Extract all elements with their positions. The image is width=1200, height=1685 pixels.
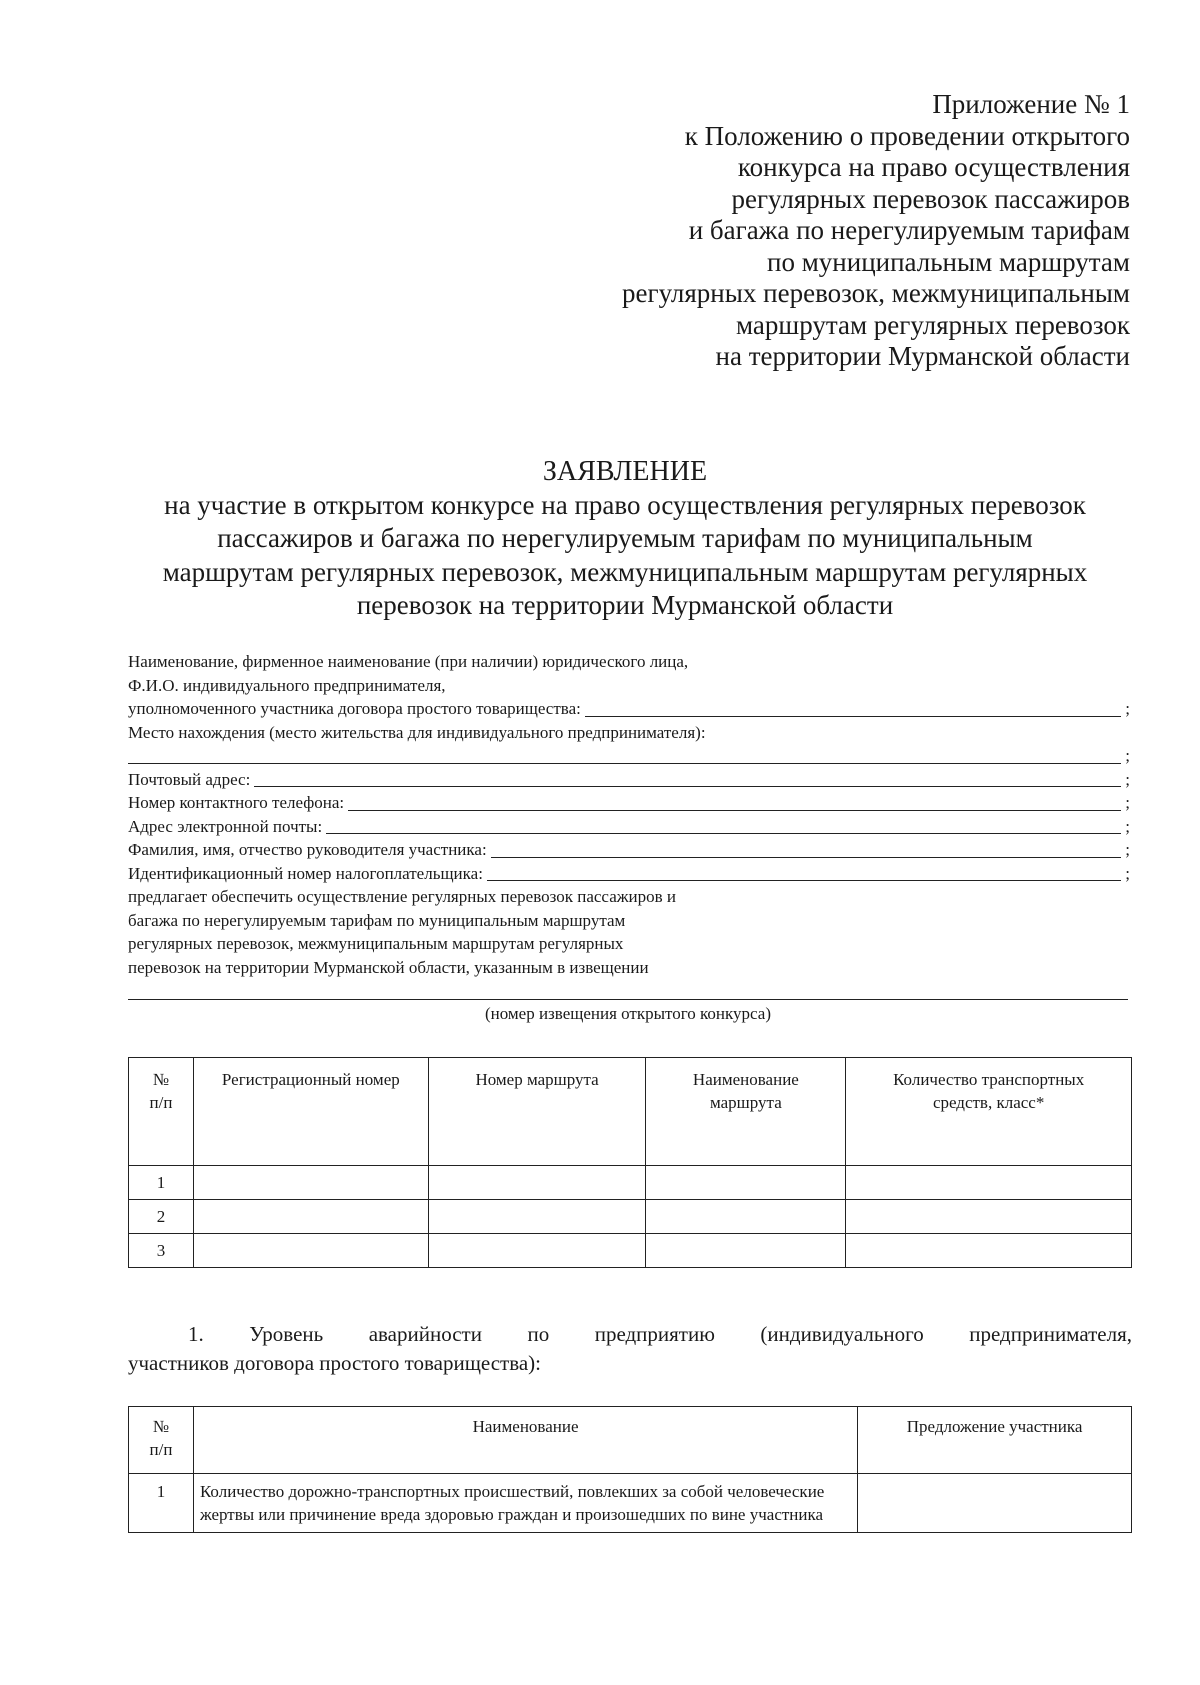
col-header-name: Наименование	[193, 1407, 857, 1474]
applicant-fields	[128, 650, 1130, 979]
cell-route-name[interactable]	[646, 1200, 846, 1234]
head-field[interactable]	[128, 838, 1130, 862]
phone-label: Номер контактного телефона:	[128, 793, 345, 812]
cell-reg-number[interactable]	[193, 1200, 428, 1234]
routes-table	[128, 1057, 1132, 1268]
col-header-vehicles: Количество транспортных средств, класс*	[846, 1058, 1132, 1166]
table-header-row	[129, 1407, 1132, 1474]
semicolon: ;	[1125, 793, 1130, 812]
cell-route-number[interactable]	[428, 1166, 646, 1200]
table-row	[129, 1166, 1132, 1200]
col-header-route-name: Наименование маршрута	[646, 1058, 846, 1166]
postal-blank[interactable]	[254, 769, 1121, 787]
row-number: 1	[129, 1474, 194, 1533]
table-row	[129, 1200, 1132, 1234]
offer-line: предлагает обеспечить осуществление регулярных перевозок пассажиров и	[128, 887, 676, 906]
col-header-proposal: Предложение участника	[858, 1407, 1132, 1474]
offer-line: перевозок на территории Мурманской области, указанным в извещении	[128, 957, 649, 977]
offer-line: регулярных перевозок, межмуниципальным маршрутам регулярных	[128, 934, 624, 953]
offer-line: багажа по нерегулируемым тарифам по муниципальным маршрутам	[128, 910, 626, 930]
name-label-line1: Наименование, фирменное наименование (при наличии) юридического лица,	[128, 652, 689, 671]
title-line: перевозок на территории Мурманской области	[356, 590, 894, 620]
section-1-line2: участников договора простого товарищества):	[128, 1351, 541, 1375]
appendix-line: Приложение № 1	[932, 89, 1130, 119]
title-line: маршрутам регулярных перевозок, межмуниципальным маршрутам регулярных	[162, 556, 1088, 587]
col-header-num: № п/п	[129, 1407, 194, 1474]
appendix-line: регулярных перевозок, межмуниципальным	[622, 278, 1130, 308]
col-header-reg-number: Регистрационный номер	[193, 1058, 428, 1166]
section-1-line1: 1. Уровень аварийности по предприятию (индивидуального предпринимателя,	[188, 1322, 1132, 1346]
appendix-line: и багажа по нерегулируемым тарифам	[688, 215, 1130, 245]
row-number: 2	[129, 1200, 194, 1234]
cell-reg-number[interactable]	[193, 1166, 428, 1200]
appendix-line: по муниципальным маршрутам	[767, 246, 1130, 277]
semicolon: ;	[1125, 699, 1130, 718]
phone-field[interactable]	[128, 791, 1130, 815]
email-field[interactable]	[128, 815, 1130, 839]
appendix-line: конкурса на право осуществления	[737, 152, 1130, 182]
row-description: Количество дорожно-транспортных происшествий, повлекших за собой человеческие жертвы или причинение вреда здоровью граждан и произошедших по вине участника	[193, 1474, 857, 1533]
name-field[interactable]	[128, 697, 1130, 721]
appendix-header	[560, 89, 1130, 373]
head-label: Фамилия, имя, отчество руководителя участника:	[128, 840, 487, 859]
appendix-line: на территории Мурманской области	[715, 341, 1130, 371]
row-number: 3	[129, 1234, 194, 1268]
cell-route-number[interactable]	[428, 1200, 646, 1234]
appendix-line: маршрутам регулярных перевозок	[736, 309, 1130, 340]
cell-vehicles[interactable]	[846, 1166, 1132, 1200]
email-blank[interactable]	[326, 816, 1121, 834]
notice-caption: (номер извещения открытого конкурса)	[484, 1004, 772, 1023]
col-header-num: № п/п	[129, 1058, 194, 1166]
notice-number-blank[interactable]	[128, 999, 1128, 1000]
cell-reg-number[interactable]	[193, 1234, 428, 1268]
row-number: 1	[129, 1166, 194, 1200]
semicolon: ;	[1125, 863, 1130, 883]
name-blank[interactable]	[585, 699, 1121, 717]
table-row	[129, 1474, 1132, 1533]
semicolon: ;	[1125, 746, 1130, 765]
semicolon: ;	[1125, 816, 1130, 836]
title-line: пассажиров и багажа по нерегулируемым тарифам по муниципальным	[217, 523, 1033, 553]
name-label-line2: Ф.И.О. индивидуального предпринимателя,	[128, 675, 446, 695]
postal-label: Почтовый адрес:	[128, 769, 251, 789]
postal-field[interactable]	[128, 768, 1130, 792]
name-label-line3: уполномоченного участника договора простого товарищества:	[128, 699, 581, 718]
accident-table	[128, 1406, 1132, 1533]
cell-vehicles[interactable]	[846, 1234, 1132, 1268]
cell-route-name[interactable]	[646, 1166, 846, 1200]
title-line: на участие в открытом конкурсе на право осуществления регулярных перевозок	[164, 489, 1086, 520]
cell-vehicles[interactable]	[846, 1200, 1132, 1234]
appendix-line: регулярных перевозок пассажиров	[731, 183, 1130, 214]
inn-field[interactable]	[128, 862, 1130, 886]
cell-route-name[interactable]	[646, 1234, 846, 1268]
inn-label: Идентификационный номер налогоплательщика:	[128, 863, 483, 883]
title-head: ЗАЯВЛЕНИЕ	[542, 456, 708, 487]
phone-blank[interactable]	[348, 793, 1121, 811]
location-label: Место нахождения (место жительства для индивидуального предпринимателя):	[128, 722, 706, 742]
table-header-row	[129, 1058, 1132, 1166]
document-title	[100, 455, 1150, 623]
semicolon: ;	[1125, 840, 1130, 859]
head-blank[interactable]	[491, 840, 1121, 858]
table-row	[129, 1234, 1132, 1268]
email-label: Адрес электронной почты:	[128, 816, 323, 836]
cell-proposal[interactable]	[858, 1474, 1132, 1533]
col-header-route-number: Номер маршрута	[428, 1058, 646, 1166]
location-field[interactable]	[128, 744, 1130, 768]
cell-route-number[interactable]	[428, 1234, 646, 1268]
inn-blank[interactable]	[487, 863, 1121, 881]
location-blank[interactable]	[128, 746, 1121, 764]
semicolon: ;	[1125, 769, 1130, 789]
appendix-line: к Положению о проведении открытого	[684, 120, 1130, 151]
section-1-heading	[128, 1320, 1132, 1378]
